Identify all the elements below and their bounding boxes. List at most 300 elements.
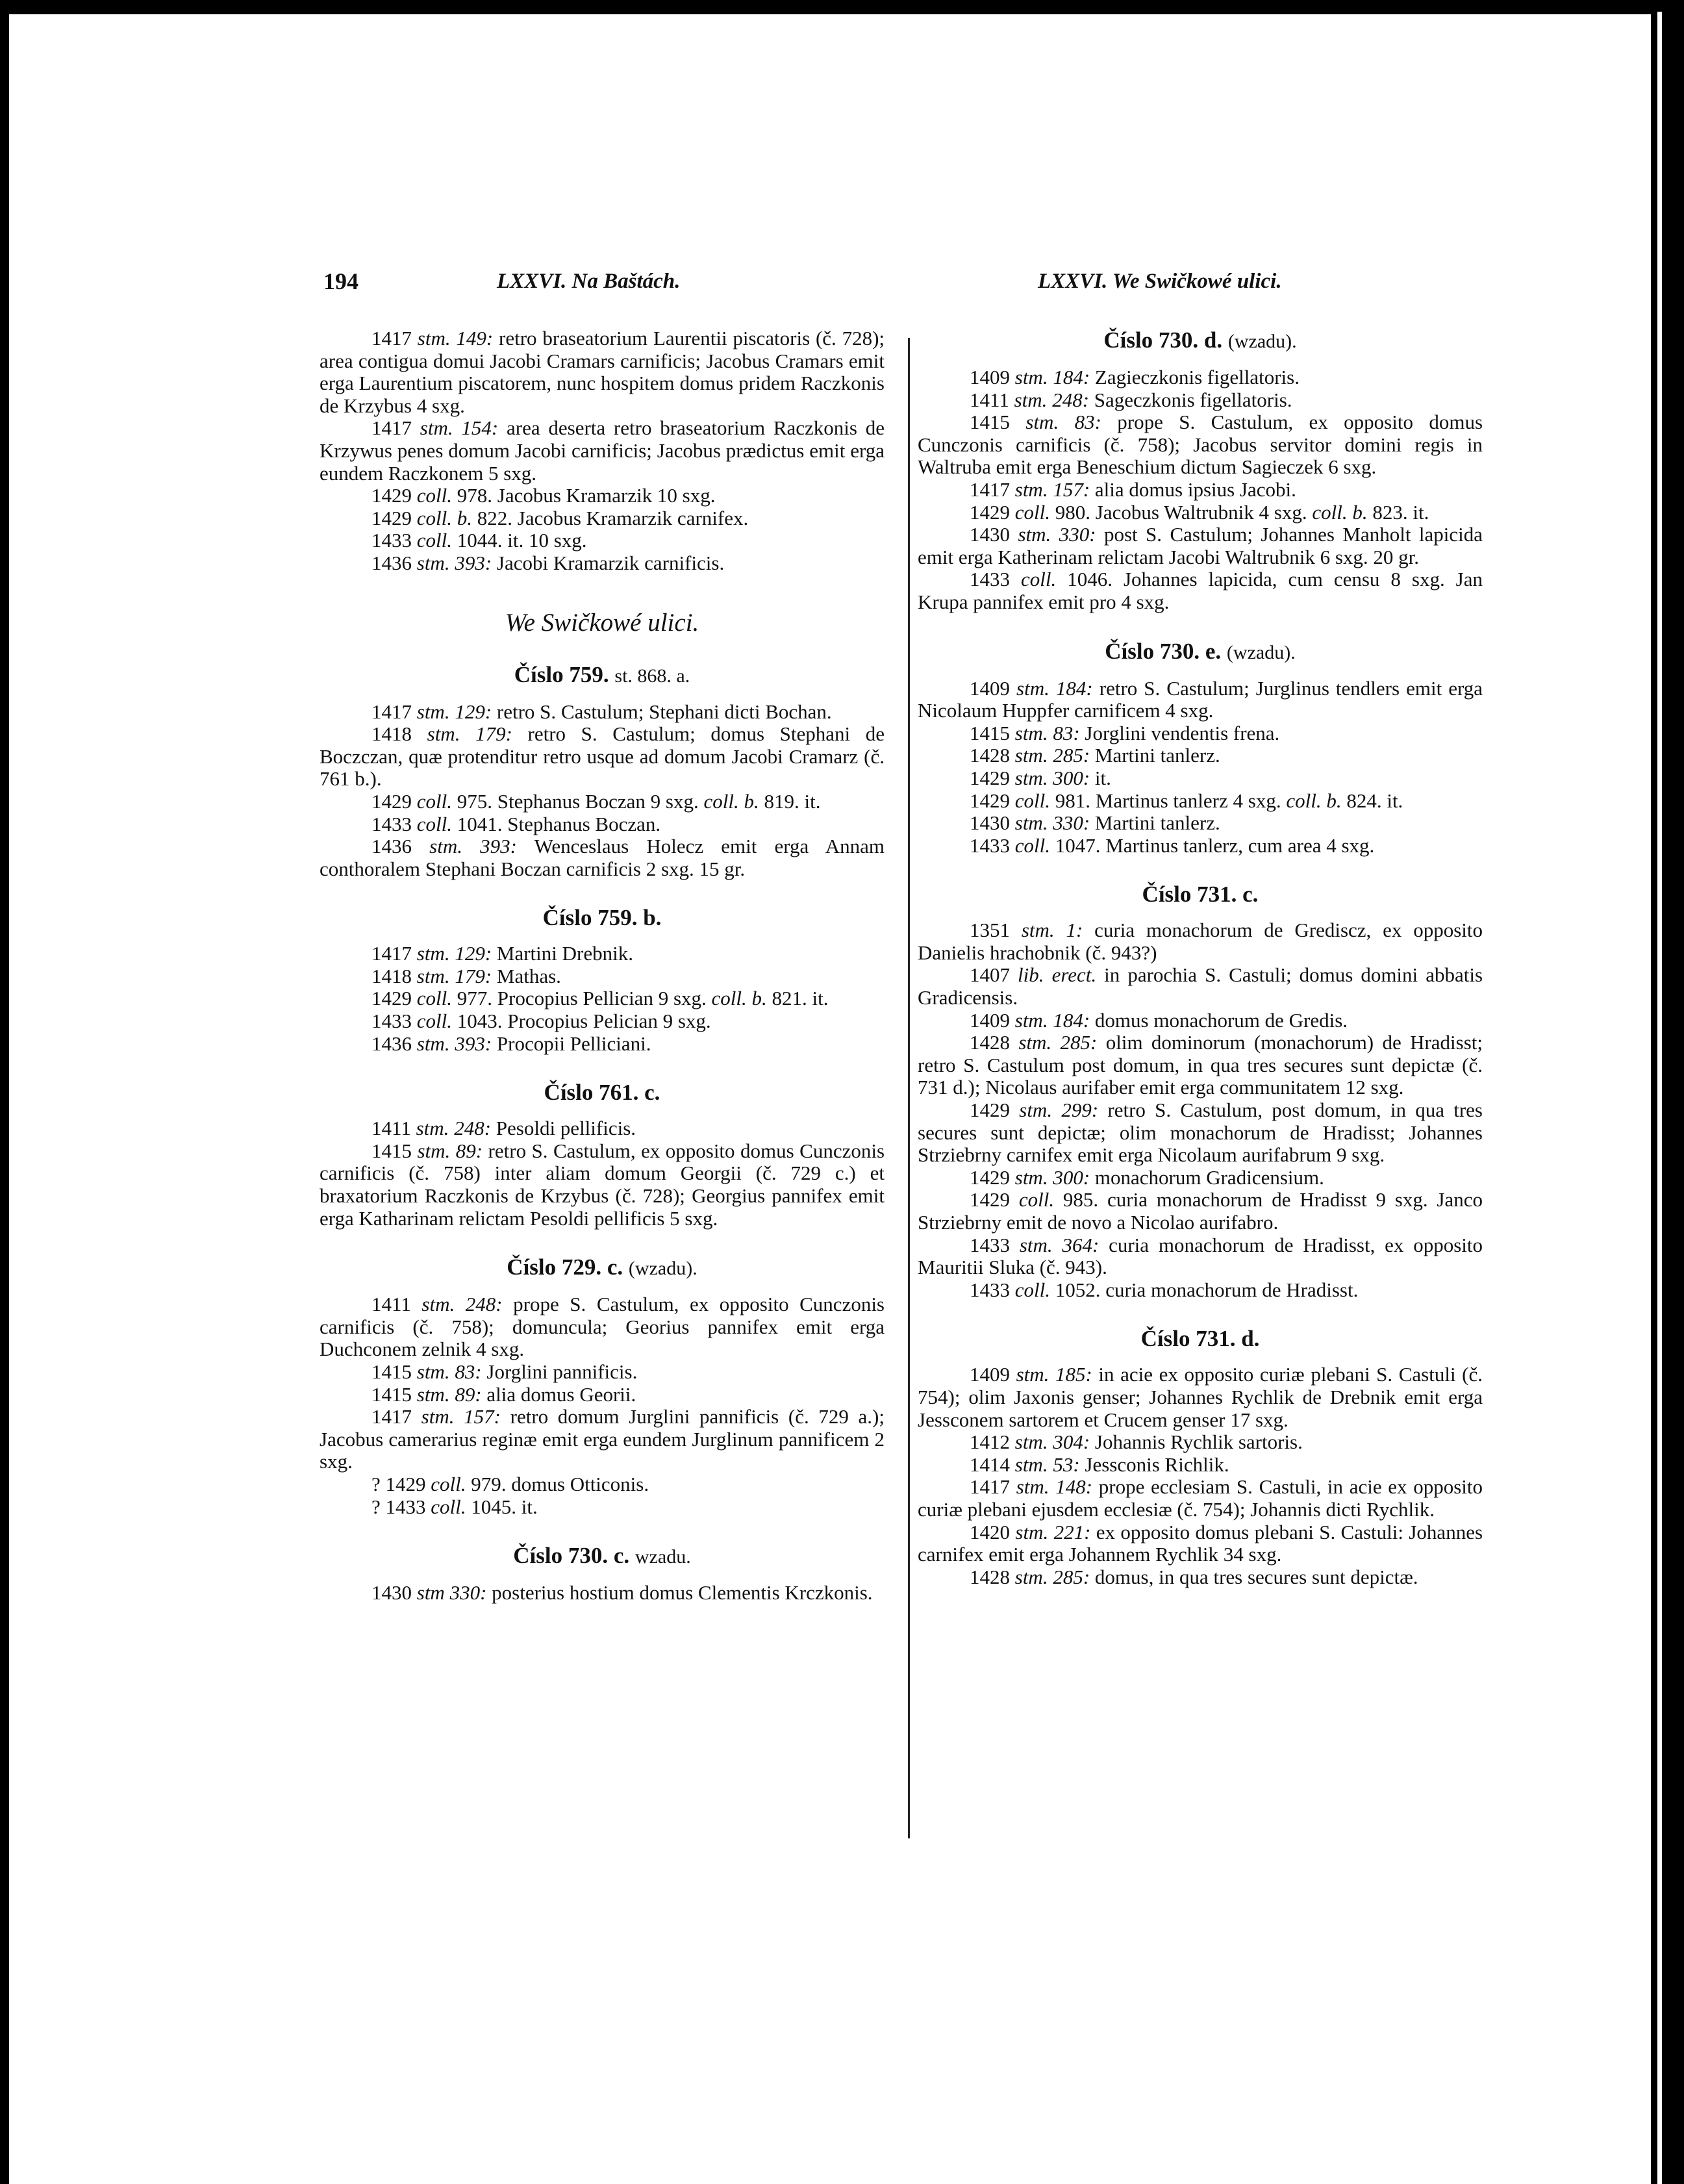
entry-text: 1417 [371, 700, 417, 723]
heading-text: Číslo 730. d. [1103, 327, 1223, 353]
record-entry [320, 1033, 885, 1056]
entry-text: 1429 [371, 506, 417, 529]
entry-text: Procopii Pelliciani. [492, 1032, 651, 1055]
right-running-title: LXXVI. We Swičkowé ulici. [1038, 270, 1282, 293]
entry-text [1055, 919, 1066, 941]
source-ref: coll. b. [1312, 500, 1368, 524]
entry-text: retro braseatorium Laurentii piscatoris (č. 728); area contigua domui Jacobi Cramars carnificis; Jacobus Cramars emit erga Laurentium piscatorem, nunc hospitem domus pridem Raczkonis de Krzybus 4 sxg. [320, 327, 885, 417]
record-entry [918, 1476, 1483, 1521]
record-entry [918, 678, 1483, 722]
record-entry [320, 965, 885, 988]
record-entry [918, 1189, 1483, 1234]
entry-text [1051, 1031, 1060, 1054]
source-ref: coll. b. [1286, 789, 1342, 812]
record-entry [918, 1009, 1483, 1032]
source-ref: 1: [1066, 919, 1083, 942]
entry-text: 985. curia monachorum de Hradisst 9 sxg. Janco Strziebrny emit de novo a Nicolao aurifabro. [918, 1188, 1483, 1234]
entry-text: 1433 [970, 568, 1021, 591]
entry-text: 1415 [371, 1382, 417, 1406]
source-ref: 184: [1053, 366, 1090, 388]
source-ref: stm [416, 1581, 445, 1605]
source-ref: coll. [431, 1472, 466, 1495]
entry-text: Jessconis Richlik. [1079, 1453, 1229, 1476]
source-ref: coll. [416, 789, 452, 813]
record-entry [320, 701, 885, 724]
source-ref: 364: [1062, 1233, 1100, 1256]
record-entry [918, 524, 1483, 568]
column-divider [908, 338, 910, 1838]
entry-text: 1429 [970, 766, 1015, 789]
entry-text: it. [1090, 766, 1111, 789]
source-ref: stm. [1018, 523, 1051, 546]
entry-text: 1043. Procopius Pelician 9 sxg. [452, 1009, 711, 1033]
record-entry [320, 1384, 885, 1406]
entry-text [1049, 1363, 1055, 1386]
record-entry [918, 1279, 1483, 1302]
entry-text: ? 1433 [371, 1495, 431, 1518]
record-entry [918, 744, 1483, 767]
entry-text: prope ecclesiam S. Castuli, in acie ex opposito curiæ plebani ejusdem ecclesiæ (č. 754); Johannis dicti Rychlik. [918, 1475, 1483, 1521]
source-ref: stm. [1014, 1453, 1048, 1476]
record-entry [918, 479, 1483, 502]
entry-text: 1429 [371, 987, 417, 1010]
source-ref: stm. [416, 942, 450, 965]
entry-text: Jorglini pannificis. [481, 1360, 638, 1383]
source-ref: 185: [1055, 1363, 1092, 1386]
house-number-heading [918, 327, 1483, 355]
entry-text: area deserta retro braseatorium Raczkonis de Krzywus penes domum Jacobi carnificis; Jacobus prædictus emit erga eundem Raczkonem 5 sxg. [320, 416, 885, 485]
entry-text: 1041. Stephanus Boczan. [452, 812, 661, 835]
entry-text: 1044. it. 10 sxg. [452, 529, 587, 552]
entry-text: 821. it. [766, 987, 829, 1010]
entry-text: 1420 [970, 1520, 1016, 1543]
record-entry [320, 485, 885, 507]
entry-text: 1411 [371, 1117, 416, 1140]
entry-text: 1417 [371, 942, 417, 965]
record-entry [918, 502, 1483, 524]
source-ref: 179: [475, 722, 512, 746]
entry-text [1053, 1234, 1062, 1256]
heading-note: st. 868. a. [614, 665, 690, 687]
entry-text [453, 416, 462, 439]
record-entry [320, 417, 885, 485]
source-ref: 248: [465, 1293, 503, 1316]
source-ref: coll. [416, 987, 452, 1010]
entry-text: Martini Drebnik. [492, 942, 633, 965]
source-ref: 285: [1053, 744, 1090, 767]
page-number: 194 [323, 268, 358, 294]
entry-text: 977. Procopius Pellician 9 sxg. [452, 987, 712, 1010]
entry-text: 1417 [970, 477, 1015, 501]
record-entry [918, 1521, 1483, 1566]
record-entry [918, 411, 1483, 479]
entry-text [460, 722, 475, 745]
source-ref: stm. [1021, 919, 1055, 942]
entry-text: 1428 [970, 744, 1015, 767]
left-running-title: LXXVI. Na Baštách. [497, 270, 681, 293]
entry-text: ex opposito domus plebani S. Castuli: Johannes carnifex emit erga Johannem Rychlik 34 sxg. [918, 1520, 1483, 1566]
source-ref: coll. b. [416, 506, 472, 529]
source-ref: 299: [1061, 1098, 1099, 1122]
source-ref: stm. [1019, 1233, 1053, 1256]
source-ref: stm. [416, 1032, 450, 1055]
source-ref: 285: [1060, 1031, 1098, 1054]
source-ref: 148: [1055, 1475, 1093, 1499]
house-number-heading [918, 882, 1483, 908]
entry-text: retro S. Castulum, ex opposito domus Cunczonis carnificis (č. 758) inter aliam domum Georgii (č. 729 c.) et braxatorium Raczkonis de Krzybus (č. 728); Georgius pannifex emit erga Katharinam relictam Pesoldi pellificis 5 sxg. [320, 1139, 885, 1230]
entry-text: ? 1429 [371, 1472, 431, 1495]
source-ref: stm. [1014, 1430, 1048, 1454]
entry-text: 1428 [970, 1565, 1015, 1588]
record-entry [320, 1406, 885, 1473]
entry-text [445, 1581, 450, 1604]
entry-text: prope S. Castulum, ex opposito domus Cunczonis carnificis (č. 758); Jacobus servitor domini regis in Waltruba emit erga Beneschium dictum Sagieczek 6 sxg. [918, 411, 1483, 479]
entry-text: in parochia S. Castuli; domus domini abbatis Gradicensis. [918, 963, 1483, 1009]
source-ref: 221: [1053, 1520, 1091, 1543]
entry-text: 1417 [371, 327, 418, 349]
entry-text: 1429 [970, 1188, 1019, 1212]
source-ref: 304: [1053, 1430, 1090, 1454]
source-ref: stm. [421, 1293, 455, 1316]
entry-text: olim dominorum (monachorum) de Hradisst; retro S. Castulum post domum, in qua tres secures sunt depictæ (č. 731 d.); Nicolaus aurifaber emit erga communitatem 12 sxg. [918, 1031, 1483, 1099]
entry-text: 1429 [970, 789, 1015, 812]
record-entry [320, 813, 885, 836]
source-ref: 300: [1053, 1165, 1090, 1189]
source-ref: stm. [1014, 744, 1048, 767]
heading-note: wzadu. [635, 1546, 691, 1568]
entry-text: 1415 [371, 1360, 417, 1383]
source-ref: stm. [1014, 721, 1048, 744]
heading-text: Číslo 761. c. [544, 1080, 660, 1106]
source-ref: stm. [417, 327, 451, 349]
entry-text: 1045. it. [466, 1495, 538, 1518]
record-entry [320, 507, 885, 530]
entry-text [1049, 1475, 1056, 1498]
left-column [320, 327, 885, 1605]
source-ref: 393: [455, 1032, 492, 1055]
entry-text: 980. Jacobus Waltrubnik 4 sxg. [1050, 500, 1313, 524]
source-ref: stm. [429, 835, 462, 858]
entry-text: Wenceslaus Holecz emit erga Annam conthoralem Stephani Boczan carnificis 2 sxg. 15 gr. [320, 835, 885, 880]
entry-text: 979. domus Otticonis. [466, 1472, 649, 1495]
source-ref: 330: [1059, 523, 1096, 546]
record-entry [320, 1140, 885, 1230]
source-ref: stm. [416, 1382, 450, 1406]
source-ref: stm. [1019, 1098, 1053, 1122]
entry-text: Jacobi Kramarzik carnificis. [492, 551, 725, 574]
entry-text: 1046. Johannes lapicida, cum censu 8 sxg. Jan Krupa pannifex emit pro 4 sxg. [918, 568, 1483, 613]
source-ref: stm. [416, 700, 450, 723]
source-ref: 300: [1053, 766, 1090, 789]
record-entry [918, 919, 1483, 964]
entry-text: 1417 [970, 1475, 1016, 1499]
house-number-heading [320, 662, 885, 689]
heading-note: (wzadu). [1227, 331, 1297, 352]
source-ref: coll. b. [711, 987, 767, 1010]
record-entry [320, 552, 885, 575]
entry-text: 1428 [970, 1031, 1019, 1054]
entry-text: 1430 [371, 1581, 417, 1605]
house-number-heading [918, 1326, 1483, 1352]
source-ref: stm. [416, 551, 450, 574]
record-entry [320, 723, 885, 791]
entry-text: 1429 [970, 1098, 1020, 1122]
source-ref: coll. [1014, 1278, 1050, 1301]
house-number-heading [918, 639, 1483, 666]
entry-text: 1415 [970, 411, 1026, 434]
source-ref: stm. [1016, 1363, 1049, 1386]
entry-text: 1430 [970, 523, 1018, 546]
record-entry [918, 722, 1483, 745]
entry-text: 1433 [970, 1233, 1020, 1256]
record-entry [320, 327, 885, 417]
source-ref: 129: [455, 942, 492, 965]
source-ref: stm. [1014, 1165, 1048, 1189]
entry-text: 1429 [371, 789, 417, 813]
record-entry [918, 964, 1483, 1009]
right-column [918, 327, 1483, 1588]
source-ref: 330: [449, 1581, 487, 1605]
source-ref: 248: [1052, 388, 1090, 411]
entry-text: 1411 [970, 388, 1014, 411]
source-ref: 179: [455, 964, 492, 987]
entry-text: Martini tanlerz. [1090, 811, 1220, 835]
record-entry [918, 790, 1483, 813]
entry-text: retro S. Castulum; Jurglinus tendlers emit erga Nicolaum Huppfer carnificem 4 sxg. [918, 676, 1483, 722]
record-entry [320, 943, 885, 965]
source-ref: 154: [461, 416, 499, 440]
source-ref: stm. [417, 1139, 451, 1162]
heading-text: Číslo 730. c. [513, 1543, 630, 1569]
source-ref: stm. [427, 722, 460, 746]
source-ref: 149: [456, 327, 494, 349]
entry-text: 1414 [970, 1453, 1015, 1476]
record-entry [320, 1361, 885, 1384]
source-ref: stm. [420, 416, 453, 440]
record-entry [918, 1099, 1483, 1167]
entry-text: 1412 [970, 1430, 1015, 1454]
source-ref: stm. [1025, 411, 1059, 434]
source-ref: coll. [1021, 568, 1057, 591]
entry-text: post S. Castulum; Johannes Manholt lapicida emit erga Katherinam relictam Jacobi Waltrubnik 6 sxg. 20 gr. [918, 523, 1483, 568]
house-number-heading [320, 905, 885, 931]
source-ref: stm. [1016, 676, 1049, 700]
entry-text: 1433 [970, 833, 1015, 857]
entry-text: curia monachorum de Grediscz, ex opposito Danielis hrachobnik (č. 943?) [918, 919, 1483, 964]
source-ref: stm. [1014, 766, 1048, 789]
entry-text: 1409 [970, 1363, 1016, 1386]
source-ref: 393: [455, 551, 492, 574]
source-ref: stm. [416, 1360, 450, 1383]
record-entry [918, 767, 1483, 790]
source-ref: 157: [1053, 477, 1090, 501]
entry-text: 819. it. [759, 789, 821, 813]
entry-text: 1436 [371, 1032, 417, 1055]
entry-text: 1429 [970, 1165, 1015, 1189]
source-ref: 157: [464, 1405, 501, 1428]
entry-text: Johannis Rychlik sartoris. [1090, 1430, 1303, 1454]
entry-text: 1409 [970, 366, 1015, 388]
entry-text [462, 835, 480, 857]
source-ref: 285: [1053, 1565, 1090, 1588]
entry-text: curia monachorum de Hradisst, ex opposito Mauritii Sluka (č. 943). [918, 1233, 1483, 1279]
source-ref: stm. [1014, 811, 1048, 835]
entry-text [1051, 523, 1059, 546]
entry-text: 1047. Martinus tanlerz, cum area 4 sxg. [1050, 833, 1375, 857]
entry-text: 1436 [371, 835, 430, 858]
entry-text: retro domum Jurglini pannificis (č. 729 a.); Jacobus camerarius reginæ emit erga eundem Jurglinum pannificem 2 sxg. [320, 1405, 885, 1473]
entry-text: retro S. Castulum, post domum, in qua tres secures sunt depictæ; olim monachorum de Hradisst; Johannes Strziebrny carnifex emit erga Nicolaum aurifabrum 9 sxg. [918, 1098, 1483, 1167]
source-ref: coll. [416, 1009, 452, 1033]
house-number-heading [320, 1543, 885, 1570]
entry-text: 1418 [371, 722, 427, 746]
entry-text [455, 1293, 466, 1315]
heading-text: Číslo 729. c. [507, 1254, 623, 1280]
source-ref: 184: [1055, 676, 1093, 700]
record-entry [918, 1566, 1483, 1589]
entry-text: 1417 [371, 1405, 421, 1428]
record-entry [918, 812, 1483, 835]
source-ref: 89: [455, 1139, 483, 1162]
entry-text: alia domus ipsius Jacobi. [1090, 477, 1296, 501]
source-ref: stm. [1015, 1520, 1049, 1543]
heading-text: Číslo 731. c. [1142, 882, 1259, 908]
entry-text: in acie ex opposito curiæ plebani S. Castuli (č. 754); olim Jaxonis genser; Johannes Rychlik de Drebnik emit erga Jessconem sartorem et Crucem genser 17 sxg. [918, 1363, 1483, 1431]
source-ref: coll. b. [703, 789, 759, 813]
source-ref: coll. [416, 484, 452, 507]
source-ref: 184: [1053, 1008, 1090, 1032]
entry-text: Martini tanlerz. [1090, 744, 1220, 767]
record-entry [918, 366, 1483, 389]
source-ref: coll. [1014, 833, 1050, 857]
source-ref: stm. [1014, 477, 1048, 501]
record-entry [320, 987, 885, 1010]
entry-text: domus, in qua tres secures sunt depictæ. [1090, 1565, 1418, 1588]
source-ref: 83: [455, 1360, 482, 1383]
entry-text: 1411 [371, 1293, 422, 1316]
entry-text: 1409 [970, 1008, 1015, 1032]
entry-text: 1409 [970, 676, 1017, 700]
entry-text: 1415 [371, 1139, 418, 1162]
source-ref: stm. [1014, 1008, 1048, 1032]
entry-text: 823. it. [1367, 500, 1429, 524]
source-ref: lib. erect. [1018, 963, 1097, 987]
entry-text: 1433 [970, 1278, 1015, 1301]
source-ref: stm. [1014, 1565, 1048, 1588]
record-entry [918, 1364, 1483, 1431]
entry-text: 1433 [371, 529, 417, 552]
entry-text: 824. it. [1341, 789, 1403, 812]
entry-text: alia domus Georii. [481, 1382, 636, 1406]
entry-text: retro S. Castulum; Stephani dicti Bochan. [492, 700, 832, 723]
source-ref: coll. [416, 812, 452, 835]
record-entry [918, 835, 1483, 857]
entry-text: Mathas. [492, 964, 561, 987]
source-ref: stm. [421, 1405, 455, 1428]
record-entry [918, 389, 1483, 412]
record-entry [320, 791, 885, 813]
entry-text: 1052. curia monachorum de Hradisst. [1050, 1278, 1359, 1301]
entry-text: 1418 [371, 964, 417, 987]
entry-text: retro S. Castulum; domus Stephani de Boczczan, quæ protenditur retro usque ad domum Jacobi Cramarz (č. 761 b.). [320, 722, 885, 791]
source-ref: stm. [1014, 388, 1048, 411]
record-entry [918, 1167, 1483, 1189]
record-entry [918, 1032, 1483, 1099]
source-ref: 89: [455, 1382, 482, 1406]
record-entry [918, 1431, 1483, 1454]
street-title: We Swičkowé ulici. [505, 608, 699, 637]
record-entry [320, 529, 885, 552]
entry-text [1052, 1098, 1061, 1121]
record-entry [918, 1454, 1483, 1477]
entry-text: Zagieczkonis figellatoris. [1090, 366, 1300, 388]
heading-text: Číslo 731. d. [1140, 1326, 1260, 1352]
source-ref: coll. [431, 1495, 466, 1518]
record-entry [320, 835, 885, 880]
entry-text: 978. Jacobus Kramarzik 10 sxg. [452, 484, 716, 507]
source-ref: coll. [1018, 1188, 1055, 1212]
entry-text: 1415 [970, 721, 1015, 744]
entry-text [450, 1139, 455, 1162]
entry-text: Jorglini vendentis frena. [1079, 721, 1280, 744]
source-ref: stm. [1018, 1031, 1052, 1054]
heading-text: Číslo 759. b. [542, 905, 662, 931]
source-ref: stm. [1014, 366, 1048, 388]
source-ref: 393: [480, 835, 517, 858]
heading-note: (wzadu). [1226, 641, 1296, 663]
source-ref: 129: [455, 700, 492, 723]
record-entry [320, 1496, 885, 1519]
source-ref: 248: [454, 1117, 492, 1140]
entry-text: 981. Martinus tanlerz 4 sxg. [1050, 789, 1287, 812]
entry-text: 1429 [970, 500, 1015, 524]
entry-text: 1351 [970, 919, 1022, 942]
entry-text: Pesoldi pellificis. [491, 1117, 636, 1140]
heading-text: Číslo 730. e. [1105, 638, 1222, 664]
entry-text [1049, 677, 1056, 700]
entry-text: 1433 [371, 1009, 417, 1033]
record-entry [320, 1582, 885, 1605]
house-number-heading [320, 1080, 885, 1106]
entry-text [454, 1405, 464, 1428]
entry-text: 1433 [371, 812, 417, 835]
entry-text: Sageczkonis figellatoris. [1089, 388, 1292, 411]
entry-text: 1417 [371, 416, 420, 440]
entry-text: posterius hostium domus Clementis Krczkonis. [486, 1581, 873, 1605]
entry-text: monachorum Gradicensium. [1090, 1165, 1324, 1189]
heading-text: Číslo 759. [514, 661, 609, 687]
entry-text [1048, 1521, 1053, 1543]
entry-text: 1407 [970, 963, 1018, 987]
heading-note: (wzadu). [628, 1258, 697, 1280]
record-entry [918, 1234, 1483, 1279]
entry-text [1059, 411, 1074, 433]
record-entry [320, 1293, 885, 1361]
source-ref: stm. [1016, 1475, 1049, 1499]
next-page-edge [1657, 12, 1662, 2184]
entry-text: 1436 [371, 551, 417, 574]
source-ref: stm. [416, 964, 450, 987]
house-number-heading [320, 1254, 885, 1282]
entry-text: 822. Jacobus Kramarzik carnifex. [472, 506, 749, 529]
record-entry [320, 1473, 885, 1496]
entry-text: prope S. Castulum, ex opposito Cunczonis carnificis (č. 758); domuncula; Georius pannifex emit erga Duchconem zelnik 4 sxg. [320, 1293, 885, 1361]
source-ref: 330: [1053, 811, 1090, 835]
source-ref: coll. [1014, 500, 1050, 524]
record-entry [918, 568, 1483, 613]
entry-text: 975. Stephanus Boczan 9 sxg. [452, 789, 704, 813]
entry-text: domus monachorum de Gredis. [1090, 1008, 1348, 1032]
